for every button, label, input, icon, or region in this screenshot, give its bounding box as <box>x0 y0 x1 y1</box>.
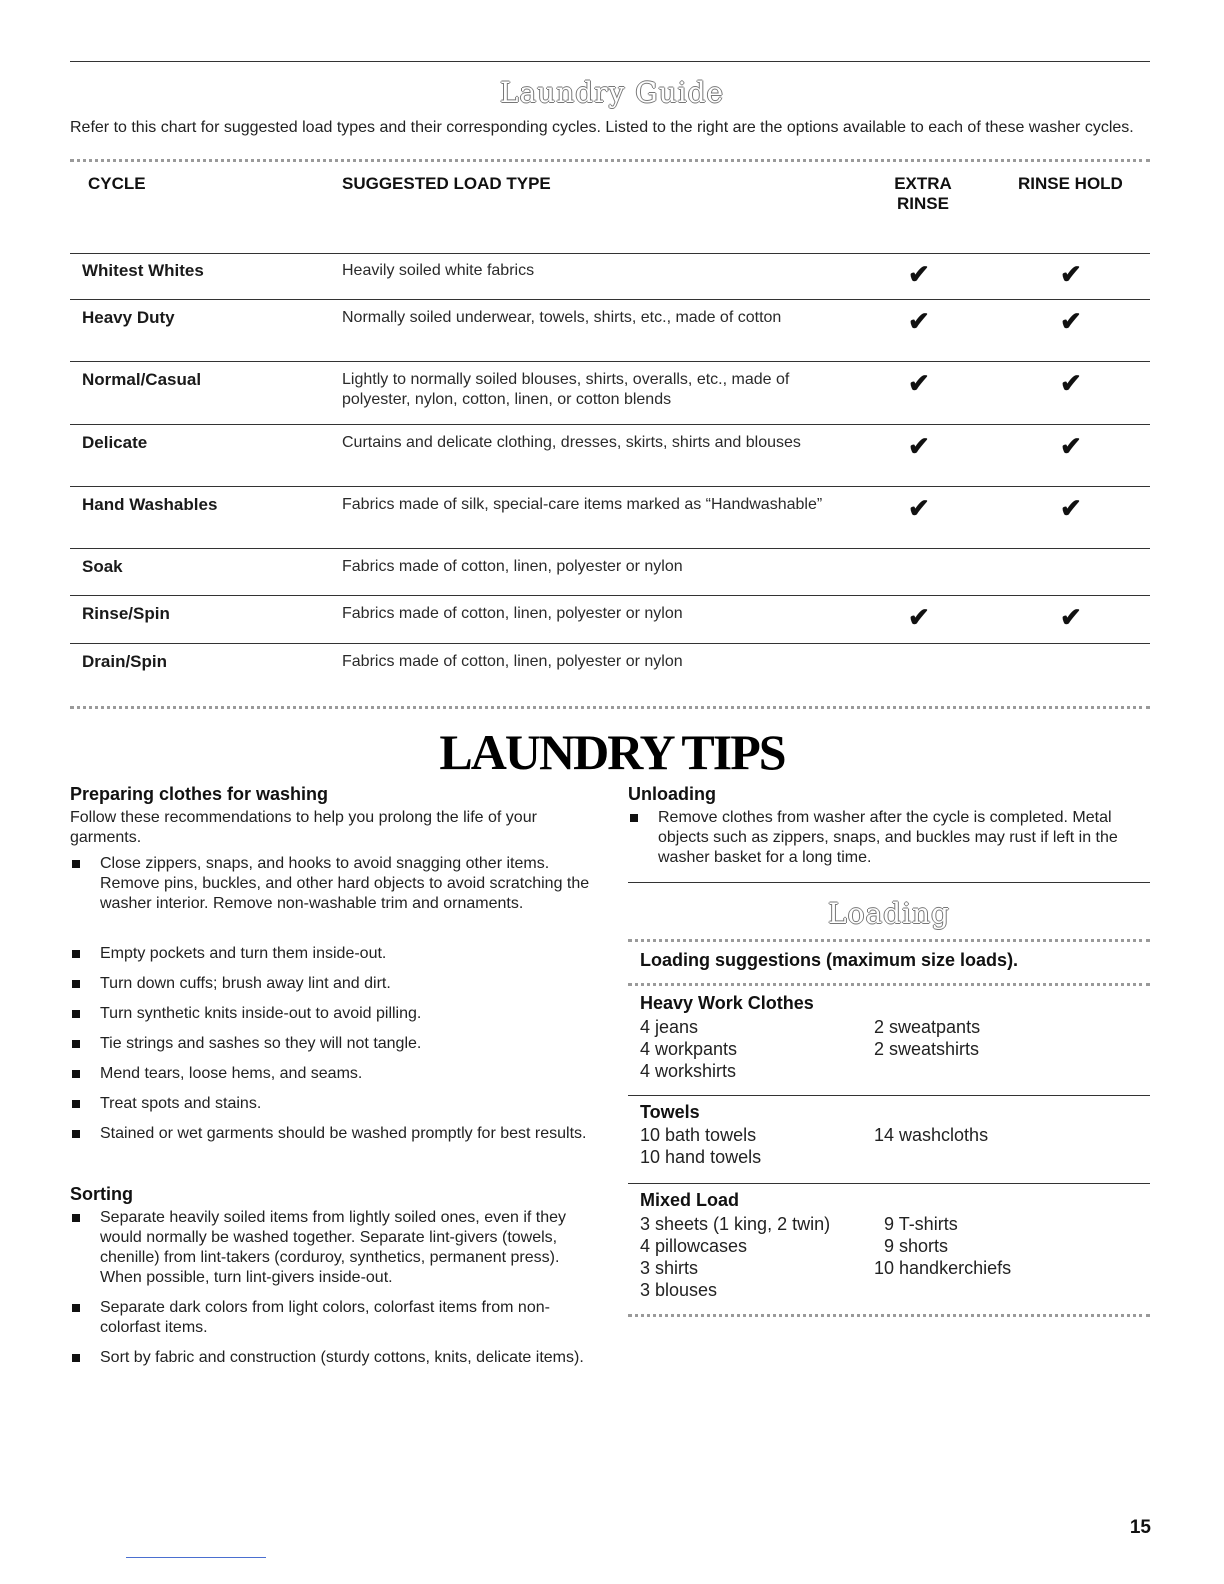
loading-top-rule <box>628 882 1150 883</box>
loading-subtitle-divider <box>628 983 1150 986</box>
header-cycle: CYCLE <box>88 174 146 193</box>
guide-dotted-divider <box>70 159 1150 162</box>
cycle-name: Soak <box>82 557 123 576</box>
load-type: Fabrics made of cotton, linen, polyester or nylon <box>342 605 683 622</box>
header-extra-rinse: EXTRA RINSE <box>894 174 952 213</box>
sorting-heading: Sorting <box>70 1184 133 1204</box>
list-item: Separate heavily soiled items from lightly soiled ones, even if they would normally be washed together. Separate lint-givers (towels, chenille) from lint-takers (corduroy, synthetics, permanent press). When possible, turn lint-givers inside-out. <box>70 1208 590 1288</box>
check-icon: ✔ <box>1060 368 1082 398</box>
list-item: 4 pillowcases <box>640 1236 748 1256</box>
unloading-heading: Unloading <box>628 784 716 804</box>
list-item: Separate dark colors from light colors, colorfast items from non-colorfast items. <box>70 1298 590 1338</box>
table-row <box>70 362 1150 425</box>
cycle-name: Delicate <box>82 433 148 452</box>
check-icon: ✔ <box>1060 259 1082 289</box>
load-type: Curtains and delicate clothing, dresses, skirts, shirts and blouses <box>342 434 801 451</box>
check-icon: ✔ <box>1060 431 1082 461</box>
list-item: 10 hand towels <box>640 1147 762 1167</box>
table-row <box>70 300 1150 362</box>
check-icon: ✔ <box>908 368 930 398</box>
load-type: Normally soiled underwear, towels, shirts, etc., made of cotton <box>342 309 782 326</box>
table-row <box>70 487 1150 549</box>
list-item: Empty pockets and turn them inside-out. <box>70 944 590 964</box>
loading-title: Loading <box>828 897 950 930</box>
group-divider <box>628 1095 1150 1096</box>
cycle-name: Whitest Whites <box>82 261 204 280</box>
check-icon: ✔ <box>1060 306 1082 336</box>
list-item: Turn synthetic knits inside-out to avoid pilling. <box>70 1004 590 1024</box>
guide-intro: Refer to this chart for suggested load types and their corresponding cycles. Listed to the right are the options available to each of these washer cycles. <box>70 119 1134 136</box>
table-row <box>70 644 1150 692</box>
list-item: 10 handkerchiefs <box>874 1258 1012 1278</box>
table-row <box>70 253 1150 300</box>
list-item: Sort by fabric and construction (sturdy cottons, knits, delicate items). <box>70 1348 590 1368</box>
check-icon: ✔ <box>908 259 930 289</box>
list-item: 9 shorts <box>874 1236 949 1256</box>
check-icon: ✔ <box>908 602 930 632</box>
top-rule <box>70 61 1150 62</box>
list-item: 9 T-shirts <box>874 1214 958 1234</box>
load-type: Fabrics made of cotton, linen, polyester or nylon <box>342 653 683 670</box>
cycle-name: Rinse/Spin <box>82 604 170 623</box>
check-icon: ✔ <box>908 493 930 523</box>
load-type: Lightly to normally soiled blouses, shirts, overalls, etc., made of polyester, nylon, cotton, linen, or cotton blends <box>342 371 790 408</box>
table-row <box>70 596 1150 644</box>
group-title: Heavy Work Clothes <box>640 993 814 1013</box>
cycle-name: Heavy Duty <box>82 308 175 327</box>
list-item: 3 blouses <box>640 1280 718 1300</box>
footer-link-underline <box>126 1557 266 1558</box>
list-item: 3 shirts <box>640 1258 699 1278</box>
header-rinse-hold: RINSE HOLD <box>1018 174 1123 193</box>
guide-bottom-divider <box>70 706 1150 709</box>
loading-subtitle: Loading suggestions (maximum size loads). <box>640 950 1019 970</box>
list-item: 4 jeans <box>640 1017 699 1037</box>
table-row <box>70 549 1150 596</box>
list-item: 3 sheets (1 king, 2 twin) <box>640 1214 831 1234</box>
preparing-intro: Follow these recommendations to help you prolong the life of your garments. <box>70 809 537 846</box>
laundry-tips-title: LAUNDRY TIPS <box>439 724 785 780</box>
list-item: 2 sweatpants <box>874 1017 981 1037</box>
cycle-name: Drain/Spin <box>82 652 168 671</box>
load-type: Fabrics made of cotton, linen, polyester or nylon <box>342 558 683 575</box>
preparing-heading: Preparing clothes for washing <box>70 784 329 804</box>
loading-bottom-divider <box>628 1314 1150 1317</box>
laundry-guide-title: Laundry Guide <box>499 76 725 109</box>
load-type: Fabrics made of silk, special-care items marked as “Handwashable” <box>342 496 823 513</box>
list-item: Stained or wet garments should be washed promptly for best results. <box>70 1124 590 1144</box>
group-title: Mixed Load <box>640 1190 740 1210</box>
list-item: 10 bath towels <box>640 1125 757 1145</box>
check-icon: ✔ <box>908 306 930 336</box>
list-item: 4 workshirts <box>640 1061 737 1081</box>
group-divider <box>628 1183 1150 1184</box>
list-item: Turn down cuffs; brush away lint and dirt. <box>70 974 590 994</box>
check-icon: ✔ <box>1060 493 1082 523</box>
list-item: Treat spots and stains. <box>70 1094 590 1114</box>
load-type: Heavily soiled white fabrics <box>342 262 535 279</box>
header-load-type: SUGGESTED LOAD TYPE <box>342 174 551 193</box>
table-row <box>70 425 1150 487</box>
list-item: Close zippers, snaps, and hooks to avoid snagging other items. Remove pins, buckles, and other hard objects to avoid scratching the washer interior. Remove non-washable trim and ornaments. <box>70 854 590 914</box>
list-item: 14 washcloths <box>874 1125 989 1145</box>
list-item: Remove clothes from washer after the cycle is completed. Metal objects such as zippers, snaps, and buckles may rust if left in the washer basket for a long time. <box>628 808 1148 868</box>
list-item: Tie strings and sashes so they will not tangle. <box>70 1034 590 1054</box>
check-icon: ✔ <box>908 431 930 461</box>
cycle-name: Hand Washables <box>82 495 218 514</box>
list-item: 4 workpants <box>640 1039 738 1059</box>
page-number: 15 <box>1129 1517 1151 1538</box>
check-icon: ✔ <box>1060 602 1082 632</box>
group-title: Towels <box>640 1102 700 1122</box>
list-item: 2 sweatshirts <box>874 1039 980 1059</box>
cycle-name: Normal/Casual <box>82 370 202 389</box>
list-item: Mend tears, loose hems, and seams. <box>70 1064 590 1084</box>
loading-dotted-divider <box>628 939 1150 942</box>
